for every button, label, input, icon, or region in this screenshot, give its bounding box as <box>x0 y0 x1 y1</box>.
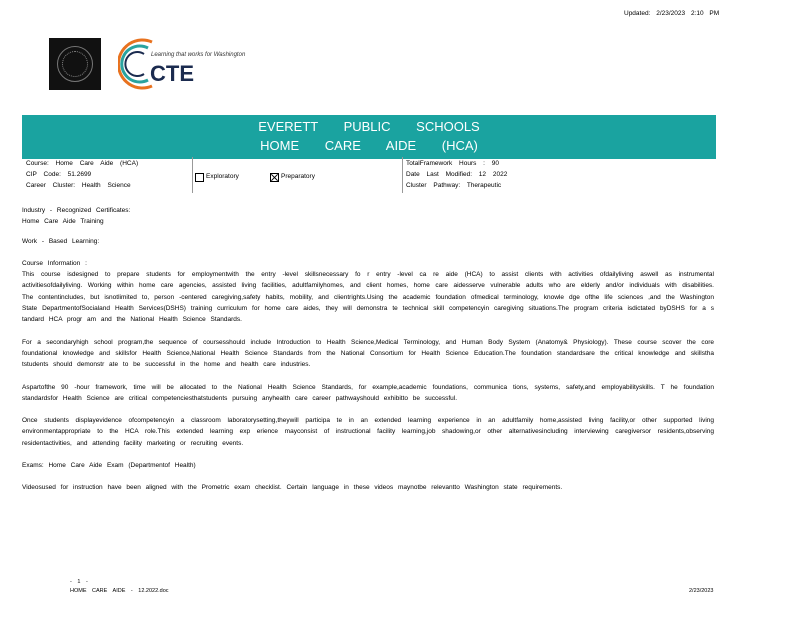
wbl-label: Work - Based Learning: <box>22 237 100 245</box>
footer-date: 2/23/2023 <box>689 588 714 594</box>
unchecked-box-icon <box>195 173 204 182</box>
paragraph: Once students displayevidence ofcompetencyin a classroom laboratorysetting,theywill participa te in an extended learning experience in an adultfamily home,assisted living facility,or other supported living environmentappropriate to the HCA role.This extended learning exp erience mayconsist of instructional facility learning,job shadowing,or other alternativesincluding interviewing caregiversor residents,observing residentactivities, and attending facility marketing or recruiting events. <box>22 417 714 447</box>
file-name: HOME CARE AIDE - 12.2022.doc <box>70 588 169 594</box>
page-number: - 1 - <box>70 579 88 585</box>
district-seal-logo <box>49 38 101 90</box>
course-title: HOME CARE AIDE (HCA) <box>260 138 478 153</box>
divider <box>192 157 193 193</box>
cte-wordmark: CTE <box>150 61 194 86</box>
industry-section <box>22 205 714 228</box>
exploratory-checkbox[interactable] <box>195 173 239 182</box>
updated-date: 2/23/2023 <box>656 10 686 17</box>
paragraph: For a secondaryhigh school program,the sequence of coursesshould include Introduction to Health Science,Medical Terminology, and Human Body System (Anatomy& Physiology). These course scover the core foundational knowledge and skillsfor Health Science,National Health Science Standards from the National Consortium for Health Science Education.The foundation standardsare the critical knowledge and skillstha tstudents should demonstr ate to be successful in the home and health care industries. <box>22 338 714 369</box>
course-info-right <box>406 158 606 191</box>
career-cluster: Career Cluster: Health Science <box>26 182 131 189</box>
paragraph: Aspartofthe 90 -hour framework, time will be allocated to the National Health Science Standards, for example,academic foundations, communica tions, systems, safety,and employabilityskills. T he foundation standardsfor Health Science are critical competenciesthatstudents pursuing anyhealth care career pathwayshould exhibitto be successful. <box>22 383 714 402</box>
district-title: EVERETT PUBLIC SCHOOLS <box>258 119 480 134</box>
preparatory-label: Preparatory <box>281 173 315 181</box>
total-hours: TotalFramework Hours : 90 <box>406 160 500 167</box>
title-banner <box>22 115 716 159</box>
course-info-left <box>26 158 186 191</box>
course-information-label: Course Information : <box>22 259 87 267</box>
exams-line: Exams: Home Care Aide Exam (Departmentof Health) <box>22 462 196 470</box>
course-name: Course: Home Care Aide (HCA) <box>26 160 139 167</box>
paragraph: This course isdesigned to prepare students for employmentwith the entry -level skillsnecessary fo r entry -level ca re aide (HCA) to assist clients with activities ofdailyliving aswell as instrumental activitiesofdailyliving. Working within home care agencies, assisted living facilities, adultfamilyhomes, and client homes, home care aidesserve vulnerable adults who are elderly and/or individuals with disabilities. The contentincludes, but isnotlimited to, person -centered caregiving,safety habits, mobility, and clientrights.Using the academic foundation ofmedical terminology, knowle dge ofthe life sciences ,and the Washington State DepartmentofSocialand Health Services(DSHS) training curriculum for home care aides, they will demonstra te technical skill competencyin caregiving situations.The program criteria isdictated byDSHS for a s tandard HCA progr am and the National Health Science Standards. <box>22 271 714 324</box>
industry-label: Industry - Recognized Certificates: <box>22 207 131 214</box>
checked-box-icon <box>270 173 279 182</box>
divider <box>402 157 403 193</box>
last-modified: Date Last Modified: 12 2022 <box>406 171 508 178</box>
updated-label: Updated: <box>624 10 651 17</box>
cte-logo <box>118 38 298 98</box>
preparatory-checkbox[interactable] <box>270 173 315 182</box>
footer-left <box>70 578 169 596</box>
cte-tagline: Learning that works for Washington <box>151 52 246 58</box>
updated-time: 2:10 <box>690 10 704 17</box>
cip-code: CIP Code: 51.2699 <box>26 171 92 178</box>
updated-stamp <box>624 10 719 18</box>
cluster-pathway: Cluster Pathway: Therapeutic <box>406 182 502 189</box>
industry-value: Home Care Aide Training <box>22 218 104 226</box>
paragraph: Videosused for instruction have been aligned with the Prometric exam checklist. Certain language in these videos maynotbe relevantto Washington state requirements. <box>22 484 563 492</box>
document-body <box>22 205 714 505</box>
exploratory-label: Exploratory <box>206 173 239 181</box>
updated-ampm: PM <box>709 10 720 17</box>
course-info-box <box>22 157 716 193</box>
